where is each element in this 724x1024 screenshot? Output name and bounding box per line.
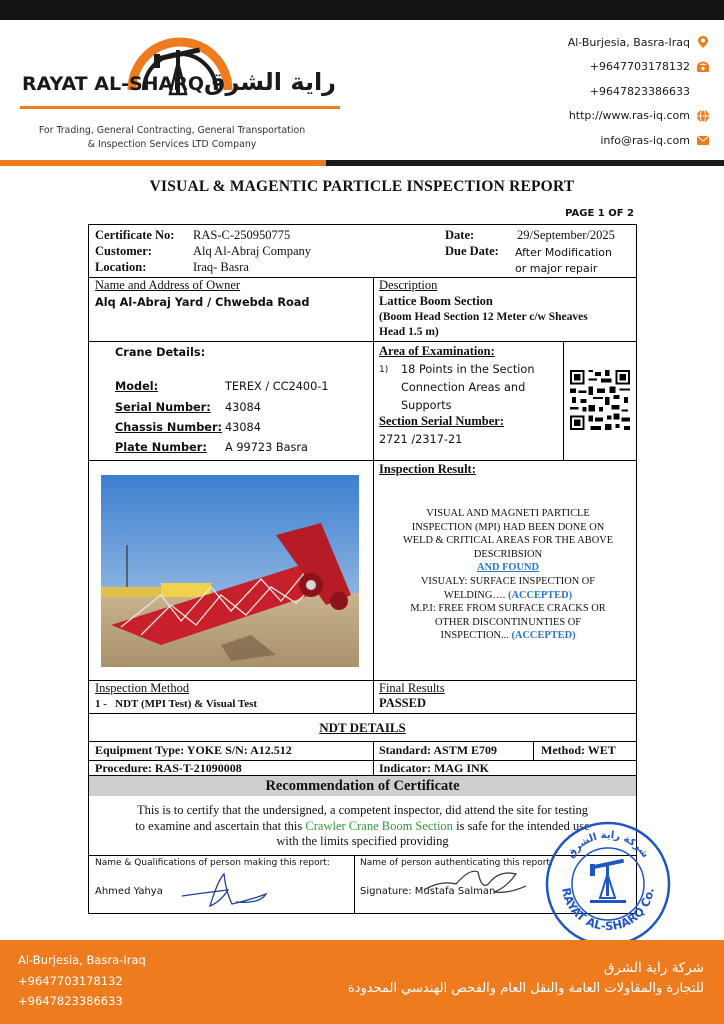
description-line-3: Head 1.5 m) <box>379 326 439 338</box>
model-value: TEREX / CC2400-1 <box>225 380 329 393</box>
crane-details-label: Crane Details: <box>115 346 206 359</box>
recommendation-header: Recommendation of Certificate <box>89 776 636 796</box>
location-pin-icon <box>696 35 710 49</box>
phone-icon <box>696 60 710 74</box>
due-date-value-2: or major repair <box>515 262 598 275</box>
location-row: Location: Iraq- Basra <box>95 260 249 274</box>
procedure: Procedure: RAS-T-21090008 <box>95 761 242 775</box>
company-stamp <box>544 820 672 948</box>
header-divider <box>0 160 724 166</box>
contact-phone-1[interactable]: +9647703178132 <box>568 55 710 80</box>
contact-address: Al-Burjesia, Basra-Iraq <box>568 30 710 55</box>
owner-label: Name and Address of Owner <box>95 278 241 292</box>
method-row: 1 - NDT (MPI Test) & Visual Test <box>95 698 258 710</box>
svg-text:شركة راية الشرق: شركة راية الشرق <box>565 829 651 861</box>
inspector-signature <box>180 872 270 910</box>
header-contacts <box>568 30 710 153</box>
date-label: Date: <box>445 228 475 242</box>
sig-left-label: Name & Qualifications of person making this report: <box>95 858 330 868</box>
ndt-details-title: NDT DETAILS <box>319 720 406 735</box>
model-label: Model: <box>115 380 159 393</box>
description-line-1: Lattice Boom Section <box>379 294 493 308</box>
top-bar <box>0 0 724 20</box>
chassis-value: 43084 <box>225 421 261 434</box>
contact-email[interactable]: info@ras-iq.com <box>568 128 710 153</box>
qr-code-icon <box>570 370 630 430</box>
company-tagline: For Trading, General Contracting, General Transportation & Inspection Services LTD Company <box>38 125 306 150</box>
area-index: 1) <box>379 365 389 375</box>
description-line-2: (Boom Head Section 12 Meter c/w Sheaves <box>379 311 588 323</box>
section-serial-value: 2721 /2317-21 <box>379 433 463 446</box>
crane-boom-photo <box>101 475 359 667</box>
area-label: Area of Examination: <box>379 344 495 358</box>
owner-value: Alq Al-Abraj Yard / Chwebda Road <box>95 296 310 309</box>
company-logo <box>20 28 340 128</box>
report-title: VISUAL & MAGENTIC PARTICLE INSPECTION REPORT <box>149 178 575 195</box>
certificate-row: Certificate No: RAS-C-250950775 <box>95 228 291 242</box>
due-date-value-1: After Modification <box>515 246 612 259</box>
globe-icon <box>696 109 710 123</box>
mail-icon <box>696 133 710 147</box>
authenticator-name: Signature: Mustafa Salman <box>360 886 496 897</box>
stamp-pumpjack-icon <box>590 859 626 903</box>
accepted-badge-2: (ACCEPTED) <box>511 630 576 642</box>
chassis-label: Chassis Number: <box>115 421 223 434</box>
equipment-type: Equipment Type: YOKE S/N: A12.512 <box>95 743 292 757</box>
due-date-label: Due Date: <box>445 244 499 258</box>
section-serial-label: Section Serial Number: <box>379 414 504 428</box>
svg-text:راية الشرق: راية الشرق <box>203 68 336 96</box>
final-results-value: PASSED <box>379 696 427 710</box>
final-results-label: Final Results <box>379 681 445 695</box>
svg-text:RAYAT AL-SHARQ Co.: RAYAT AL-SHARQ Co. <box>559 886 657 934</box>
footer-contacts: Al-Burjesia, Basra-Iraq +9647703178132 +9647823386633 <box>18 953 146 1008</box>
description-label: Description <box>379 278 438 292</box>
contact-website[interactable]: http://www.ras-iq.com <box>568 104 710 129</box>
inspector-name: Ahmed Yahya <box>95 886 163 897</box>
method-label: Inspection Method <box>95 681 190 695</box>
recommendation-text: This is to certify that the undersigned, a competent inspector, did attend the site for testing to examine and ascertain that this Crawler Crane Boom Section is safe for the intended use with the limits specified providing <box>135 803 590 848</box>
page-number: PAGE 1 OF 2 <box>565 208 634 219</box>
report-table <box>88 224 637 914</box>
indicator: Indicator: MAG INK <box>379 761 489 775</box>
inspection-result-label: Inspection Result: <box>379 462 476 476</box>
plate-value: A 99723 Basra <box>225 441 308 454</box>
area-value: 18 Points in the Section Connection Areas and Supports <box>401 363 535 412</box>
customer-row: Customer: Alq Al-Abraj Company <box>95 244 312 258</box>
inspection-result-text: VISUAL AND MAGNETI PARTICLE INSPECTION (MPI) HAD BEEN DONE ON WELD & CRITICAL AREAS FOR THE ABOVE DESCRIBSION AND FOUND VISUALY: SURFACE INSPECTION OF WELDING…. (ACCEPTED) M.P.I: FREE FROM SURFACE CRACKS OR OTHER DISCONTINUNTIES OF INSPECTION... (ACCEPTED) <box>379 507 637 643</box>
date-value: 29/September/2025 <box>517 228 615 242</box>
method-wet: Method: WET <box>541 743 616 757</box>
and-found-link: AND FOUND <box>476 562 540 574</box>
authenticator-signature <box>420 862 530 902</box>
sig-right-label: Name of person authenticating this report: <box>360 858 553 868</box>
footer-arabic-name: شركة راية الشرق للتجارة والمقاولات العامة والنقل العام والفحص الهندسي المحدودة <box>347 960 704 996</box>
accepted-badge-1: (ACCEPTED) <box>508 589 573 601</box>
standard: Standard: ASTM E709 <box>379 743 498 757</box>
svg-text:RAYAT AL-SHARQ: RAYAT AL-SHARQ <box>22 73 205 95</box>
serial-value: 43084 <box>225 401 261 414</box>
serial-label: Serial Number: <box>115 401 211 414</box>
highlight-boom-section: Crawler Crane Boom Section <box>305 818 453 833</box>
plate-label: Plate Number: <box>115 441 207 454</box>
contact-phone-2[interactable]: +9647823386633 <box>589 84 690 98</box>
